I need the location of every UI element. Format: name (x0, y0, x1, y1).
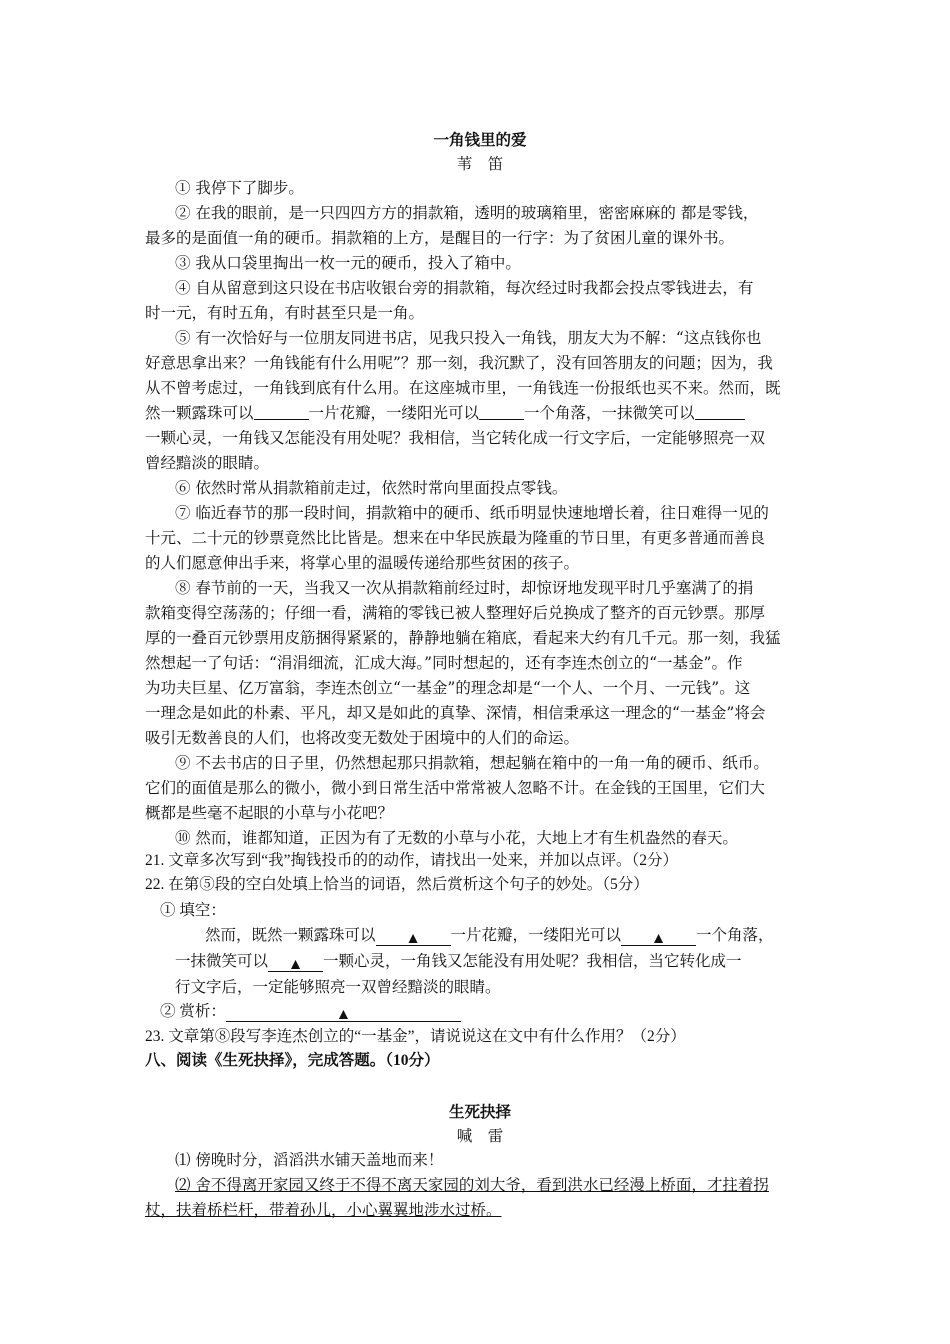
paragraph-8-line-3: 厚的一叠百元钞票用皮筋捆得紧紧的，静静地躺在箱底，看起来大约有几千元。那一刻，我猛 (145, 629, 781, 647)
paragraph-7-line-3: 的人们愿意伸出手来，将掌心里的温暖传递给那些贫困的孩子。 (145, 554, 580, 572)
section-8-heading: 八、阅读《生死抉择》，完成答题。（10分） (145, 1052, 440, 1069)
article-2-title: 生死抉择 (448, 1102, 511, 1121)
question-22-fill-label: ① 填空： (160, 902, 226, 919)
fill-text-b: 一片花瓣，一缕阳光可以 (450, 927, 622, 944)
paragraph-8-line-5: 为功夫巨星、亿万富翁，李连杰创立“一基金”的理念却是“一个人、一个月、一元钱”。这 (145, 679, 751, 697)
blank-line-part-1: 然一颗露珠可以 (145, 404, 254, 422)
answer-blank-2[interactable] (621, 927, 696, 946)
fill-text-c: 一个角落， (696, 927, 774, 944)
paragraph-1: ① 我停下了脚步。 (175, 179, 304, 197)
paragraph-4-line-2: 时一元，有时五角，有时甚至只是一角。 (145, 304, 425, 322)
fill-blank-2[interactable] (479, 403, 524, 420)
blank-line-part-3: 一个角落，一抹微笑可以 (524, 404, 695, 422)
paragraph-7-line-2: 十元、二十元的钞票竟然比比皆是。想来在中华民族最为隆重的节日里，有更多普通而善良 (145, 529, 766, 547)
question-22-fill-line-3: 行文字后，一定能够照亮一双曾经黯淡的眼睛。 (175, 979, 501, 996)
fill-text-d: 一抹微笑可以 (175, 953, 269, 970)
triangle-marker: ▲ (287, 956, 304, 973)
paragraph-3: ③ 我从口袋里掏出一枚一元的硬币，投入了箱中。 (175, 254, 521, 272)
paragraph-9-line-1: ⑨ 不去书店的日子里，仍然想起那只捐款箱，想起躺在箱中的一角一角的硬币、纸币。 (175, 754, 769, 772)
triangle-marker: ▲ (335, 1006, 352, 1023)
article-2-paragraph-1: ⑴ 傍晚时分，滔滔洪水铺天盖地而来！ (175, 1151, 444, 1169)
triangle-marker: ▲ (650, 930, 667, 947)
paragraph-2-line-2: 最多的是面值一角的硬币。捐款箱的上方，是醒目的一行字：为了贫困儿童的课外书。 (145, 229, 735, 247)
question-21: 21. 文章多次写到“我”掏钱投币的的动作，请找出一处来，并加以点评。（2分） (145, 852, 679, 869)
paragraph-10: ⑩ 然而，谁都知道，正因为有了无数的小草与小花，大地上才有生机盎然的春天。 (175, 829, 738, 847)
article-2-author: 喊 雷 (456, 1127, 504, 1145)
appreciate-label: ② 赏析： (160, 1003, 226, 1020)
paragraph-8-line-7: 吸引无数善良的人们，也将改变无数处于困境中的人们的命运。 (145, 729, 580, 747)
paragraph-8-line-6: 一理念是如此的朴素、平凡，却又是如此的真挚、深情，相信秉承这一理念的“一基金”将会 (145, 704, 766, 722)
paragraph-6: ⑥ 依然时常从捐款箱前走过，依然时常向里面投点零钱。 (175, 479, 568, 497)
paragraph-7-line-1: ⑦ 临近春节的那一段时间，捐款箱中的硬币、纸币明显快速地增长着，往日难得一见的 (175, 504, 769, 522)
article-title: 一角钱里的爱 (433, 130, 527, 149)
paragraph-9-line-3: 概都是些毫不起眼的小草与小花吧？ (145, 804, 394, 822)
triangle-marker: ▲ (405, 930, 421, 947)
answer-blank-1[interactable] (376, 927, 451, 946)
paragraph-5-line-5: 一颗心灵，一角钱又怎能没有用处呢？我相信，当它转化成一行文字后，一定能够照亮一双 (145, 429, 766, 447)
paragraph-5-line-6: 曾经黯淡的眼睛。 (145, 454, 270, 472)
fill-text-a: 然而，既然一颗露珠可以 (205, 927, 376, 944)
article-2-paragraph-2-line-2: 杖，扶着桥栏杆，带着孙儿，小心翼翼地涉水过桥。 (145, 1201, 502, 1219)
question-22: 22. 在第⑤段的空白处填上恰当的词语，然后赏析这个句子的妙处。（5分） (145, 876, 649, 893)
paragraph-5-line-3: 从不曾考虑过，一角钱到底有什么用。在这座城市里，一角钱连一份报纸也买不来。然而，既 (145, 379, 781, 397)
question-23: 23. 文章第⑧段写李连杰创立的“一基金”，请说说这在文中有什么作用？（2分） (145, 1028, 686, 1045)
article-2-paragraph-2-line-1: ⑵ 舍不得离开家园又终于不得不离天家园的刘大爷，看到洪水已经漫上桥面，才拄着拐 (175, 1176, 769, 1194)
article-author: 苇 笛 (456, 155, 504, 173)
paragraph-8-line-1: ⑧ 春节前的一天，当我又一次从捐款箱前经过时，却惊讶地发现平时几乎塞满了的捐 (175, 579, 754, 597)
question-22-fill-line-1 (205, 924, 805, 948)
fill-blank-1[interactable] (254, 403, 309, 420)
question-22-appreciate (160, 1000, 830, 1024)
question-22-fill-line-2 (175, 950, 845, 974)
paragraph-4-line-1: ④ 自从留意到这只设在书店收银台旁的捐款箱，每次经过时我都会投点零钱进去，有 (175, 279, 754, 297)
paragraph-8-line-4: 然想起一了句话：“涓涓细流，汇成大海。”同时想起的，还有李连杰创立的“一基金”。作 (145, 654, 743, 672)
paragraph-8-line-2: 款箱变得空荡荡的；仔细一看，满箱的零钱已被人整理好后兑换成了整齐的百元钞票。那厚 (145, 604, 766, 622)
fill-text-e: 一颗心灵，一角钱又怎能没有用处呢？我相信，当它转化成一 (323, 953, 742, 970)
paragraph-2-line-1: ② 在我的眼前，是一只四四方方的捐款箱，透明的玻璃箱里，密密麻麻的 都是零钱， (175, 204, 759, 222)
paragraph-9-line-2: 它们的面值是那么的微小，微小到日常生活中常常被人忽略不计。在金钱的王国里，它们大 (145, 779, 766, 797)
blank-line-part-2: 一片花瓣，一缕阳光可以 (308, 404, 480, 422)
answer-blank-3[interactable] (268, 953, 323, 972)
paragraph-5-line-1: ⑤ 有一次恰好与一位朋友同进书店，见我只投入一角钱，朋友大为不解：“这点钱你也 (175, 329, 762, 347)
appreciate-answer-blank[interactable] (226, 1003, 461, 1022)
paragraph-5-line-2: 好意思拿出来？一角钱能有什么用呢”？那一刻，我沉默了，没有回答朋友的问题；因为，我 (145, 354, 773, 372)
paragraph-5-blank-line (145, 401, 815, 425)
fill-blank-3[interactable] (695, 403, 745, 420)
